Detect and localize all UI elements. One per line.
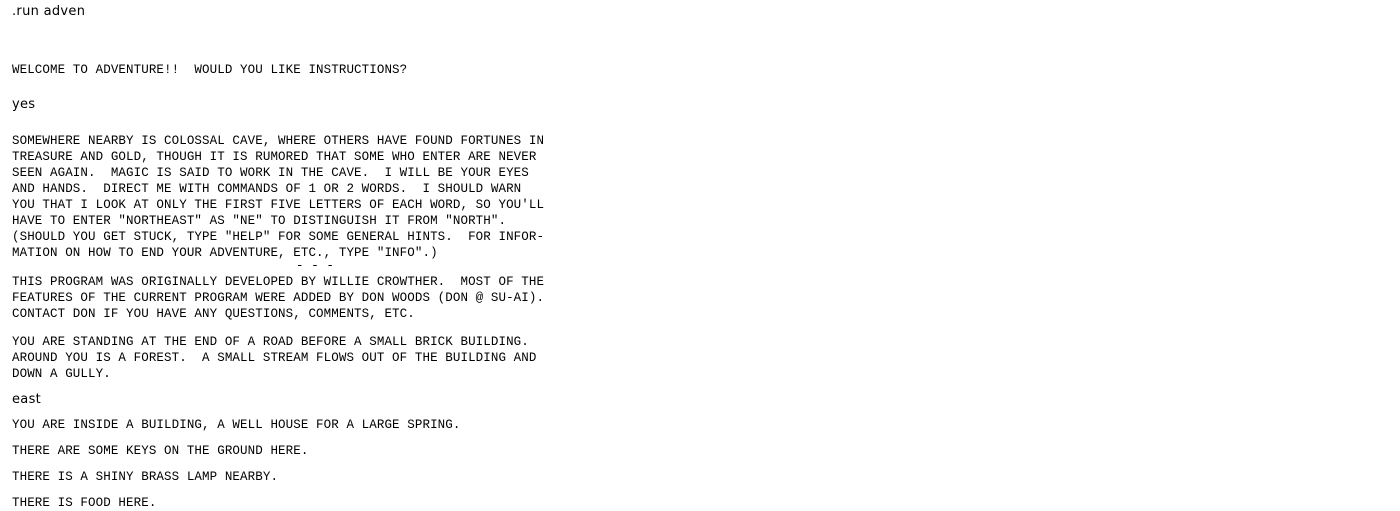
output-line: AND HANDS. DIRECT ME WITH COMMANDS OF 1 OR 2 WORDS. I SHOULD WARN	[12, 182, 522, 196]
output-line: THERE IS A SHINY BRASS LAMP NEARBY.	[12, 470, 279, 484]
output-line: DOWN A GULLY.	[12, 367, 111, 381]
command-line: .run adven	[12, 4, 86, 19]
output-line: AROUND YOU IS A FOREST. A SMALL STREAM FLOWS OUT OF THE BUILDING AND	[12, 351, 537, 365]
output-line: HAVE TO ENTER "NORTHEAST" AS "NE" TO DISTINGUISH IT FROM "NORTH".	[12, 214, 507, 228]
user-input-east: east	[12, 392, 42, 407]
output-line: TREASURE AND GOLD, THOUGH IT IS RUMORED THAT SOME WHO ENTER ARE NEVER	[12, 150, 537, 164]
output-line: FEATURES OF THE CURRENT PROGRAM WERE ADDED BY DON WOODS (DON @ SU-AI).	[12, 291, 545, 305]
welcome-prompt: WELCOME TO ADVENTURE!! WOULD YOU LIKE INSTRUCTIONS?	[12, 63, 408, 77]
output-line: THIS PROGRAM WAS ORIGINALLY DEVELOPED BY WILLIE CROWTHER. MOST OF THE	[12, 275, 545, 289]
output-line: SOMEWHERE NEARBY IS COLOSSAL CAVE, WHERE OTHERS HAVE FOUND FORTUNES IN	[12, 134, 545, 148]
output-line: CONTACT DON IF YOU HAVE ANY QUESTIONS, COMMENTS, ETC.	[12, 307, 415, 321]
output-line: THERE ARE SOME KEYS ON THE GROUND HERE.	[12, 444, 309, 458]
output-line: MATION ON HOW TO END YOUR ADVENTURE, ETC., TYPE "INFO".)	[12, 246, 438, 260]
output-line: (SHOULD YOU GET STUCK, TYPE "HELP" FOR SOME GENERAL HINTS. FOR INFOR-	[12, 230, 545, 244]
output-line: YOU THAT I LOOK AT ONLY THE FIRST FIVE LETTERS OF EACH WORD, SO YOU'LL	[12, 198, 545, 212]
user-input-yes: yes	[12, 97, 36, 112]
separator-dashes: - - -	[296, 259, 335, 273]
output-line: THERE IS FOOD HERE.	[12, 496, 157, 510]
room-description-building: YOU ARE INSIDE A BUILDING, A WELL HOUSE FOR A LARGE SPRING.	[12, 418, 461, 432]
output-line: SEEN AGAIN. MAGIC IS SAID TO WORK IN THE CAVE. I WILL BE YOUR EYES	[12, 166, 529, 180]
output-line: YOU ARE STANDING AT THE END OF A ROAD BEFORE A SMALL BRICK BUILDING.	[12, 335, 529, 349]
